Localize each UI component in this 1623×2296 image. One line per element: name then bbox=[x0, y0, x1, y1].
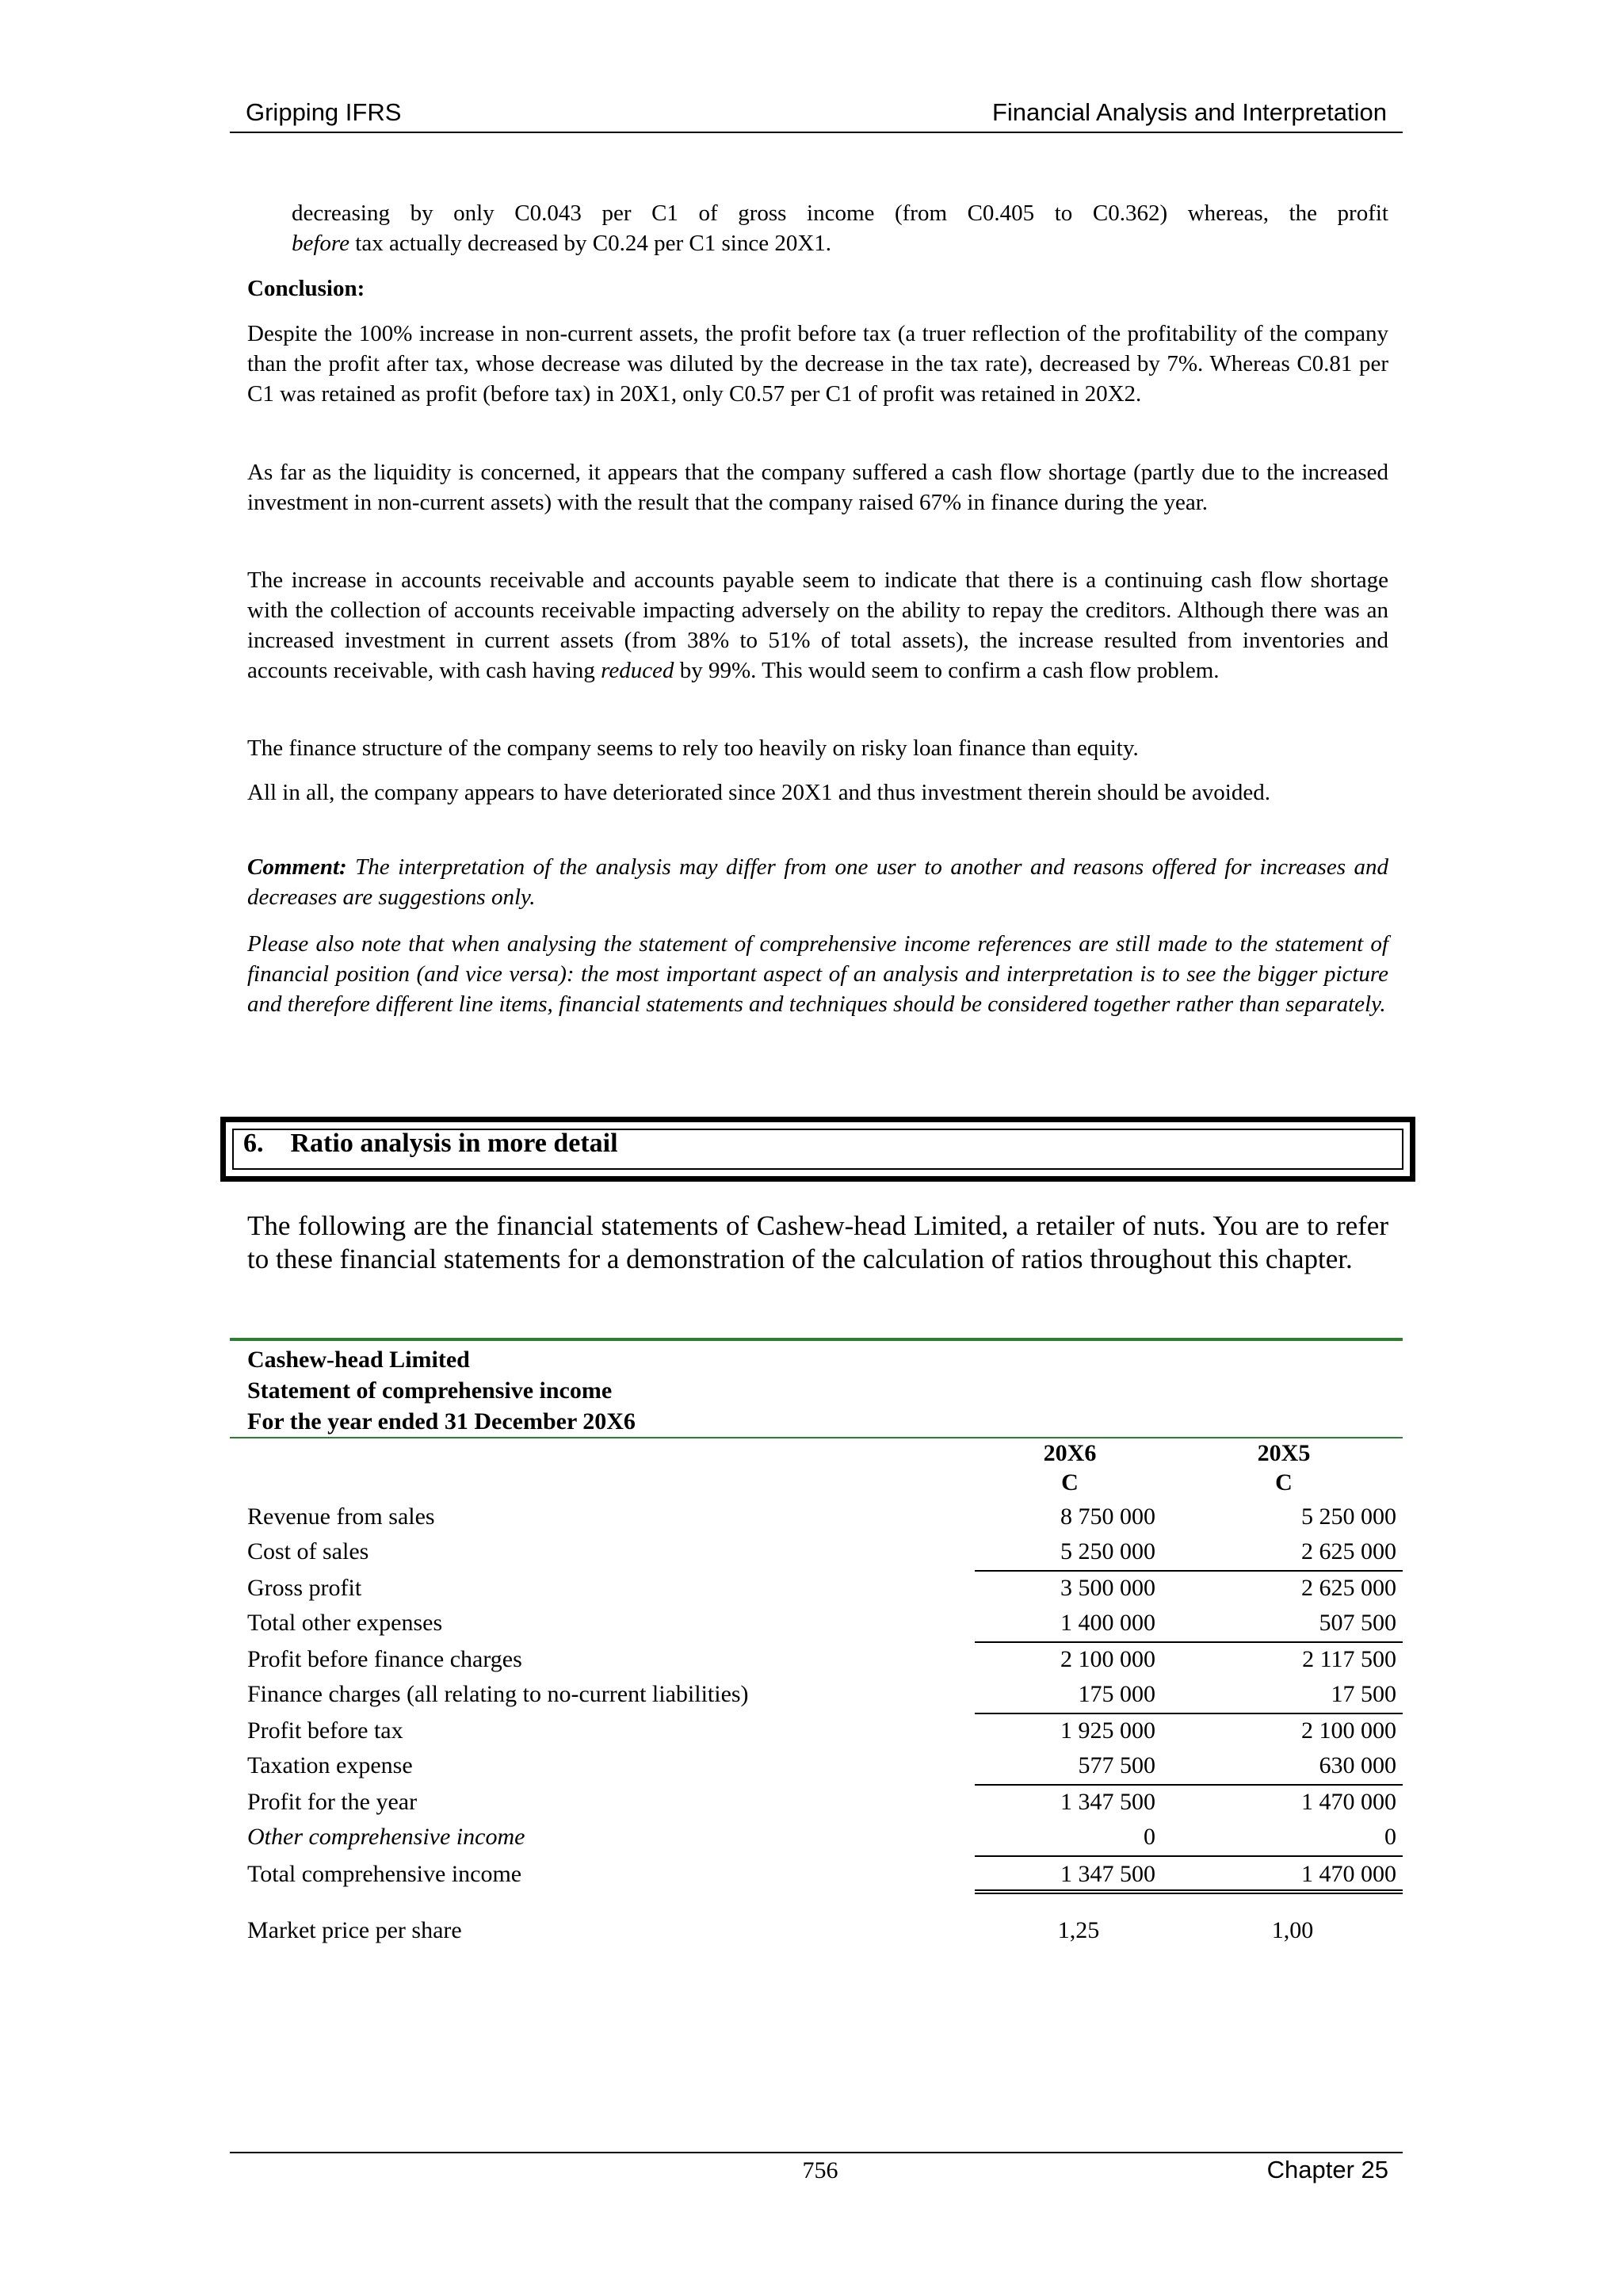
paragraph-receivables-part-a: The increase in accounts receivable and accounts payable seem to indicate that there is a continuing cash flow shortage with the collection of accounts receivable impacting adversely on the ability to repay the creditors. Although there was an increased investment in current assets (from 38% to 51% of total assets), the increase resulted from inventories and accounts receivable, with cash having bbox=[247, 567, 1388, 683]
row-label: Revenue from sales bbox=[247, 1503, 435, 1530]
comment-text bbox=[247, 852, 1388, 912]
chapter-title: Financial Analysis and Interpretation bbox=[991, 98, 1387, 126]
section-number: 6. bbox=[243, 1129, 264, 1158]
value-20x5: 1 470 000 bbox=[1301, 1789, 1396, 1815]
column-header-20x5 bbox=[1220, 1438, 1347, 1497]
footer-chapter: Chapter 25 bbox=[1266, 2156, 1388, 2183]
row-label: Finance charges (all relating to no-current liabilities) bbox=[247, 1681, 749, 1707]
value-20x6: 3 500 000 bbox=[1060, 1575, 1155, 1601]
section-title-text: Ratio analysis in more detail bbox=[290, 1129, 618, 1158]
table-row bbox=[247, 1714, 1404, 1749]
table-row bbox=[247, 1500, 1404, 1535]
value-20x6: 1,25 bbox=[1057, 1917, 1100, 1943]
statement-heading bbox=[247, 1344, 636, 1437]
value-20x6: 1 925 000 bbox=[1060, 1717, 1155, 1744]
statement-name: Statement of comprehensive income bbox=[247, 1377, 613, 1404]
table-row bbox=[247, 1606, 1404, 1641]
paragraph-finance-structure-text: The finance structure of the company seems to rely too heavily on risky loan finance than equity. bbox=[247, 735, 1139, 761]
table-row bbox=[247, 1914, 1404, 1949]
page-number: 756 bbox=[802, 2157, 838, 2183]
statement-top-rule bbox=[230, 1338, 1403, 1341]
continuation-italic: before bbox=[292, 231, 350, 256]
column-year: 20X5 bbox=[1257, 1440, 1311, 1466]
continuation-rest: tax actually decreased by C0.24 per C1 since 20X1. bbox=[349, 231, 832, 256]
paragraph-overall-text: All in all, the company appears to have deteriorated since 20X1 and thus investment therein should be avoided. bbox=[247, 780, 1270, 805]
paragraph-profitability bbox=[247, 319, 1388, 409]
paragraph-receivables-part-b: by 99%. This would seem to confirm a cash flow problem. bbox=[674, 658, 1220, 683]
value-20x5: 2 625 000 bbox=[1301, 1575, 1396, 1601]
value-20x5: 2 117 500 bbox=[1302, 1646, 1396, 1672]
row-label: Total other expenses bbox=[247, 1610, 443, 1636]
continuation-paragraph bbox=[292, 198, 1388, 258]
conclusion-heading: Conclusion: bbox=[247, 276, 365, 301]
value-20x5: 5 250 000 bbox=[1301, 1503, 1396, 1530]
row-label: Cost of sales bbox=[247, 1538, 369, 1564]
comment-label: Comment: bbox=[247, 854, 347, 880]
paragraph-profitability-text: Despite the 100% increase in non-current assets, the profit before tax (a truer reflection of the profitability of the company than the profit after tax, whose decrease was diluted by the decrease in the tax rate), decreased by 7%. Whereas C0.81 per C1 was retained as profit (before tax) in 20X1, only C0.57 per C1 of profit was retained in 20X2. bbox=[247, 321, 1388, 407]
table-row bbox=[247, 1858, 1404, 1893]
value-20x5: 630 000 bbox=[1182, 1752, 1403, 1786]
continuation-line-2 bbox=[292, 228, 1388, 258]
value-20x5: 1,00 bbox=[1271, 1917, 1314, 1943]
book-title: Gripping IFRS bbox=[246, 98, 402, 126]
paragraph-receivables-italic: reduced bbox=[601, 658, 674, 683]
continuation-line-1: decreasing by only C0.043 per C1 of gross income (from C0.405 to C0.362) whereas, the profit bbox=[292, 201, 1388, 226]
row-label: Profit before finance charges bbox=[247, 1646, 522, 1672]
table-row bbox=[247, 1749, 1404, 1784]
footer-rule bbox=[230, 2152, 1403, 2153]
value-20x6: 1 347 500 bbox=[975, 1861, 1182, 1894]
intro-paragraph bbox=[247, 1209, 1388, 1276]
note-text: Please also note that when analysing the statement of comprehensive income references are still made to the statement of financial position (and vice versa): the most important aspect of an analysis and interpretation is to see the bigger picture and therefore different line items, financial statements and techniques should be considered together rather than separately. bbox=[247, 931, 1388, 1017]
value-20x6: 2 100 000 bbox=[1060, 1646, 1155, 1672]
intro-text: The following are the financial statements of Cashew-head Limited, a retailer of nuts. You are to refer to these financial statements for a demonstration of the calculation of ratios throughout this chapter. bbox=[247, 1210, 1388, 1274]
value-20x6: 175 000 bbox=[975, 1681, 1182, 1714]
note-paragraph bbox=[247, 929, 1388, 1019]
row-label: Profit for the year bbox=[247, 1789, 418, 1815]
value-20x6: 0 bbox=[975, 1824, 1182, 1857]
paragraph-receivables bbox=[247, 565, 1388, 686]
table-row bbox=[247, 1572, 1404, 1606]
row-label: Other comprehensive income bbox=[247, 1824, 525, 1850]
value-20x6: 577 500 bbox=[975, 1752, 1182, 1786]
row-label: Profit before tax bbox=[247, 1717, 403, 1744]
paragraph-finance-structure bbox=[247, 733, 1388, 763]
value-20x5: 2 625 000 bbox=[1182, 1538, 1403, 1572]
value-20x5: 507 500 bbox=[1182, 1610, 1403, 1643]
section-title bbox=[243, 1129, 618, 1159]
page-header bbox=[230, 95, 1403, 133]
paragraph-receivables-text bbox=[247, 565, 1388, 686]
table-row bbox=[247, 1786, 1404, 1820]
table-row bbox=[247, 1535, 1404, 1570]
value-20x5: 2 100 000 bbox=[1301, 1717, 1396, 1744]
table-row bbox=[247, 1643, 1404, 1678]
paragraph-liquidity bbox=[247, 457, 1388, 518]
row-label: Gross profit bbox=[247, 1575, 362, 1601]
statement-period: For the year ended 31 December 20X6 bbox=[247, 1408, 636, 1435]
row-label: Total comprehensive income bbox=[247, 1861, 522, 1887]
table-row bbox=[247, 1678, 1404, 1713]
column-header-20x6 bbox=[1006, 1438, 1133, 1497]
column-currency: C bbox=[1275, 1469, 1293, 1496]
column-year: 20X6 bbox=[1043, 1440, 1097, 1466]
column-currency: C bbox=[1061, 1469, 1079, 1496]
value-20x6: 8 750 000 bbox=[1060, 1503, 1155, 1530]
statement-company: Cashew-head Limited bbox=[247, 1347, 470, 1373]
value-20x6: 1 400 000 bbox=[975, 1610, 1182, 1643]
value-20x5: 0 bbox=[1182, 1824, 1403, 1857]
row-label: Taxation expense bbox=[247, 1752, 413, 1778]
section-heading-box bbox=[220, 1117, 1415, 1182]
paragraph-overall bbox=[247, 777, 1388, 808]
paragraph-liquidity-text: As far as the liquidity is concerned, it appears that the company suffered a cash flow shortage (partly due to the increased investment in non-current assets) with the result that the company raised 67% in finance during the year. bbox=[247, 460, 1388, 515]
value-20x6: 1 347 500 bbox=[1060, 1789, 1155, 1815]
comment-paragraph bbox=[247, 852, 1388, 912]
value-20x5: 1 470 000 bbox=[1182, 1861, 1403, 1894]
value-20x6: 5 250 000 bbox=[975, 1538, 1182, 1572]
row-label: Market price per share bbox=[247, 1917, 462, 1943]
comment-body: The interpretation of the analysis may differ from one user to another and reasons offered for increases and decreases are suggestions only. bbox=[247, 854, 1388, 910]
value-20x5: 17 500 bbox=[1182, 1681, 1403, 1714]
table-row bbox=[247, 1820, 1404, 1855]
